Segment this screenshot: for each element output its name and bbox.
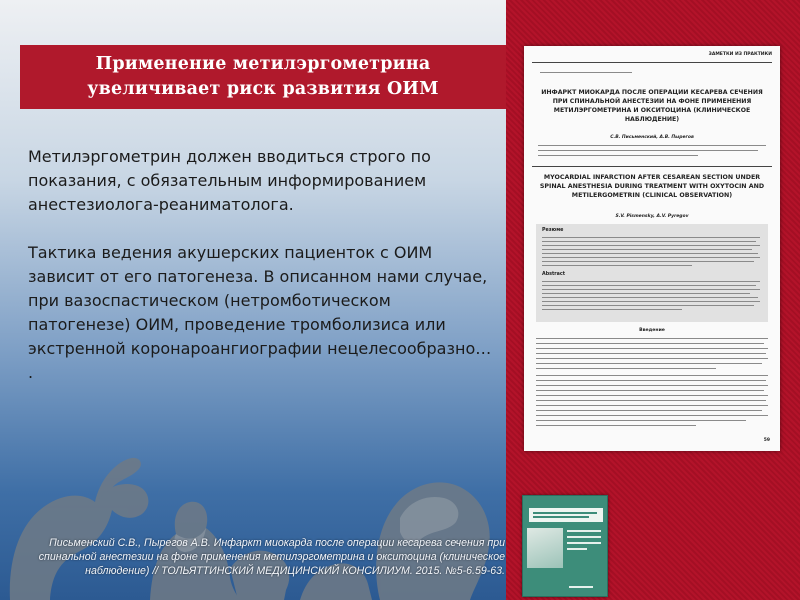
article-section-header: ЗАМЕТКИ ИЗ ПРАКТИКИ [708, 52, 772, 57]
body-text [28, 145, 498, 385]
cover-title-band [529, 508, 603, 522]
article-page-number: 59 [763, 438, 770, 443]
abstract-label-en: Abstract [542, 272, 566, 277]
citation: Письменский С.В., Пырегов А.В. Инфаркт миокарда после операции кесарева сечения при спинальной анестезии на фоне применения метилэргометрина и окситоцина (клиническое наблюдение) // ТОЛЬЯТТИНСКИЙ МЕДИЦИНСКИЙ КОНСИЛИУМ. 2015. №5-6.59-63. [38, 537, 505, 577]
article-authors-ru: С.В. Письменский, А.В. Пырегов [610, 135, 694, 140]
article-title-en: MYOCARDIAL INFARCTION AFTER CESAREAN SECTION UNDER SPINAL ANESTHESIA DURING TREATMENT WITH OXYTOCIN AND METILERGOMETRIN (CLINICAL OBSERVATION) [539, 174, 765, 199]
cover-footer [569, 586, 593, 588]
paragraph-2: Тактика ведения акушерских пациенток с ОИМ зависит от его патогенеза. В описанном нами случае, при вазоспастическом (нетромботическом патогенезе) ОИМ, проведение тромболизиса или экстренной коронароангиографии нецелесообразно… . [28, 243, 492, 382]
cover-illustration [527, 528, 563, 568]
article-intro-label: Введение [639, 328, 665, 333]
article-page-image [524, 46, 780, 451]
article-authors-en: S.V. Pismensky, A.V. Pyregov [615, 214, 689, 219]
slide-title [20, 45, 506, 109]
article-abstract-box [536, 224, 768, 322]
paragraph-1: Метилэргометрин должен вводиться строго по показания, с обязательным информированием анестезиолога-реаниматолога. [28, 147, 431, 214]
cover-text-lines [567, 530, 601, 554]
article-title-ru: ИНФАРКТ МИОКАРДА ПОСЛЕ ОПЕРАЦИИ КЕСАРЕВА СЕЧЕНИЯ ПРИ СПИНАЛЬНОЙ АНЕСТЕЗИИ НА ФОНЕ ПРИМЕНЕНИЯ МЕТИЛЭРГОМЕТРИНА И ОКСИТОЦИНА (КЛИНИЧЕСКОЕ НАБЛЮДЕНИЕ) [541, 89, 763, 123]
journal-cover-image [522, 495, 608, 597]
slide-title-text: Применение метилэргометрина увеличивает риск развития ОИМ [87, 54, 439, 99]
abstract-label-ru: Резюме [542, 228, 564, 233]
article-rule-2 [532, 166, 772, 167]
article-rule [532, 62, 772, 63]
